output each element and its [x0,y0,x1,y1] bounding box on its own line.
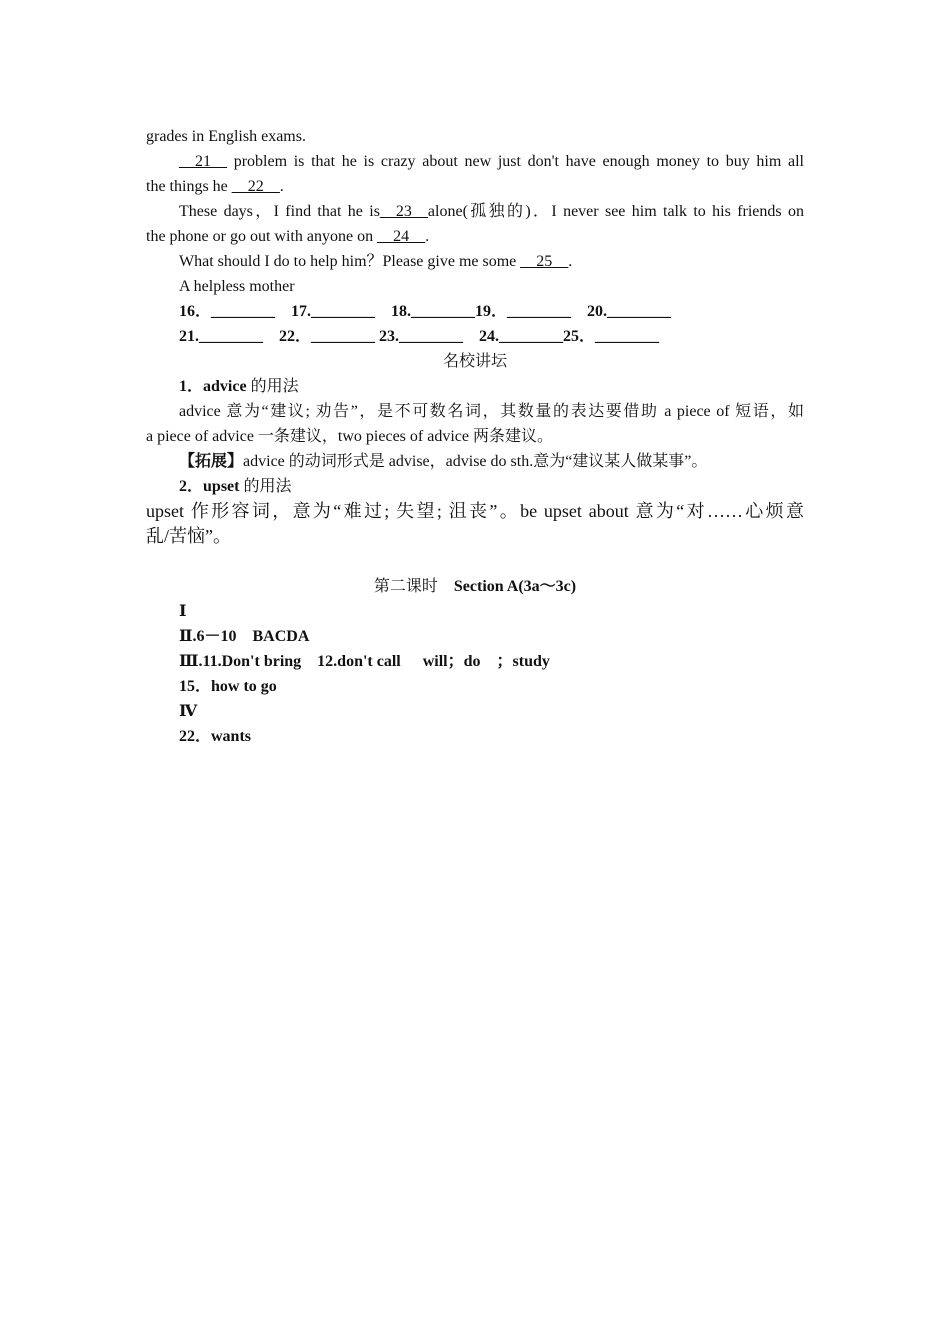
answer-part-1: Ⅰ [179,603,187,620]
section-title: 第二课时 Section A(3a～3c) [373,578,577,595]
lecture-para-3b: 乱/苦恼”。 [146,526,231,546]
lecture-heading-1: 1．advice 的用法 [179,378,299,395]
passage-line-4: These days，I find that he is__23__alone(孤独的)．I never see him talk to his friends on [179,203,804,220]
lecture-title: 名校讲坛 [442,353,507,370]
lecture-para-1a: advice 意为“建议; 劝告”，是不可数名词，其数量的表达要借助 a piece of 短语，如 [179,403,804,420]
answer-22: 22．________ [279,328,376,345]
blank-23: __23__ [379,203,428,220]
extension-tag: 【拓展】 [179,453,244,470]
passage-line-3: the things he __22__. [146,178,284,195]
answer-24-25: 24.________25．________ [479,328,660,345]
passage-signature: A helpless mother [179,278,295,295]
passage-line-2: __21__ problem is that he is crazy about new just don't have enough money to buy him all [179,153,804,170]
answer-20: 20.________ [587,303,672,320]
answer-part-2: Ⅱ.6－10 BACDA [179,628,310,645]
answer-22: 22．wants [179,728,252,745]
answer-15: 15．how to go [179,678,277,695]
answer-17: 17.________ [291,303,376,320]
answer-18-19: 18.________19．________ [391,303,572,320]
spacer [146,549,804,574]
blank-21: __21__ [179,153,227,170]
passage-line-6: What should I do to help him？Please give me some __25__. [179,253,573,270]
blank-24: __24__ [377,228,426,245]
blank-25: __25__ [520,253,569,270]
answer-23: 23.________ [379,328,464,345]
document-page [146,124,804,749]
answer-row-2 [146,324,804,349]
answer-21: 21.________ [179,328,263,345]
answer-part-3: Ⅲ.11.Don't bring 12.don't call will；do ；study [179,653,550,670]
passage-line-5: the phone or go out with anyone on __24__. [146,228,430,245]
passage-line-1: grades in English exams. [146,128,306,145]
blank-22: __22__ [231,178,280,195]
answer-16: 16．________ [179,303,276,320]
lecture-extension: 【拓展】advice 的动词形式是 advise，advise do sth.意为“建议某人做某事”。 [179,453,708,470]
answer-part-4: Ⅳ [179,703,198,720]
answer-row-1 [146,299,804,324]
lecture-heading-2: 2．upset 的用法 [179,478,292,495]
lecture-para-1b: a piece of advice 一条建议，two pieces of advice 两条建议。 [146,428,553,445]
lecture-para-3a: upset 作形容词，意为“难过; 失望; 沮丧”。be upset about 意为“对……心烦意 [146,501,804,521]
